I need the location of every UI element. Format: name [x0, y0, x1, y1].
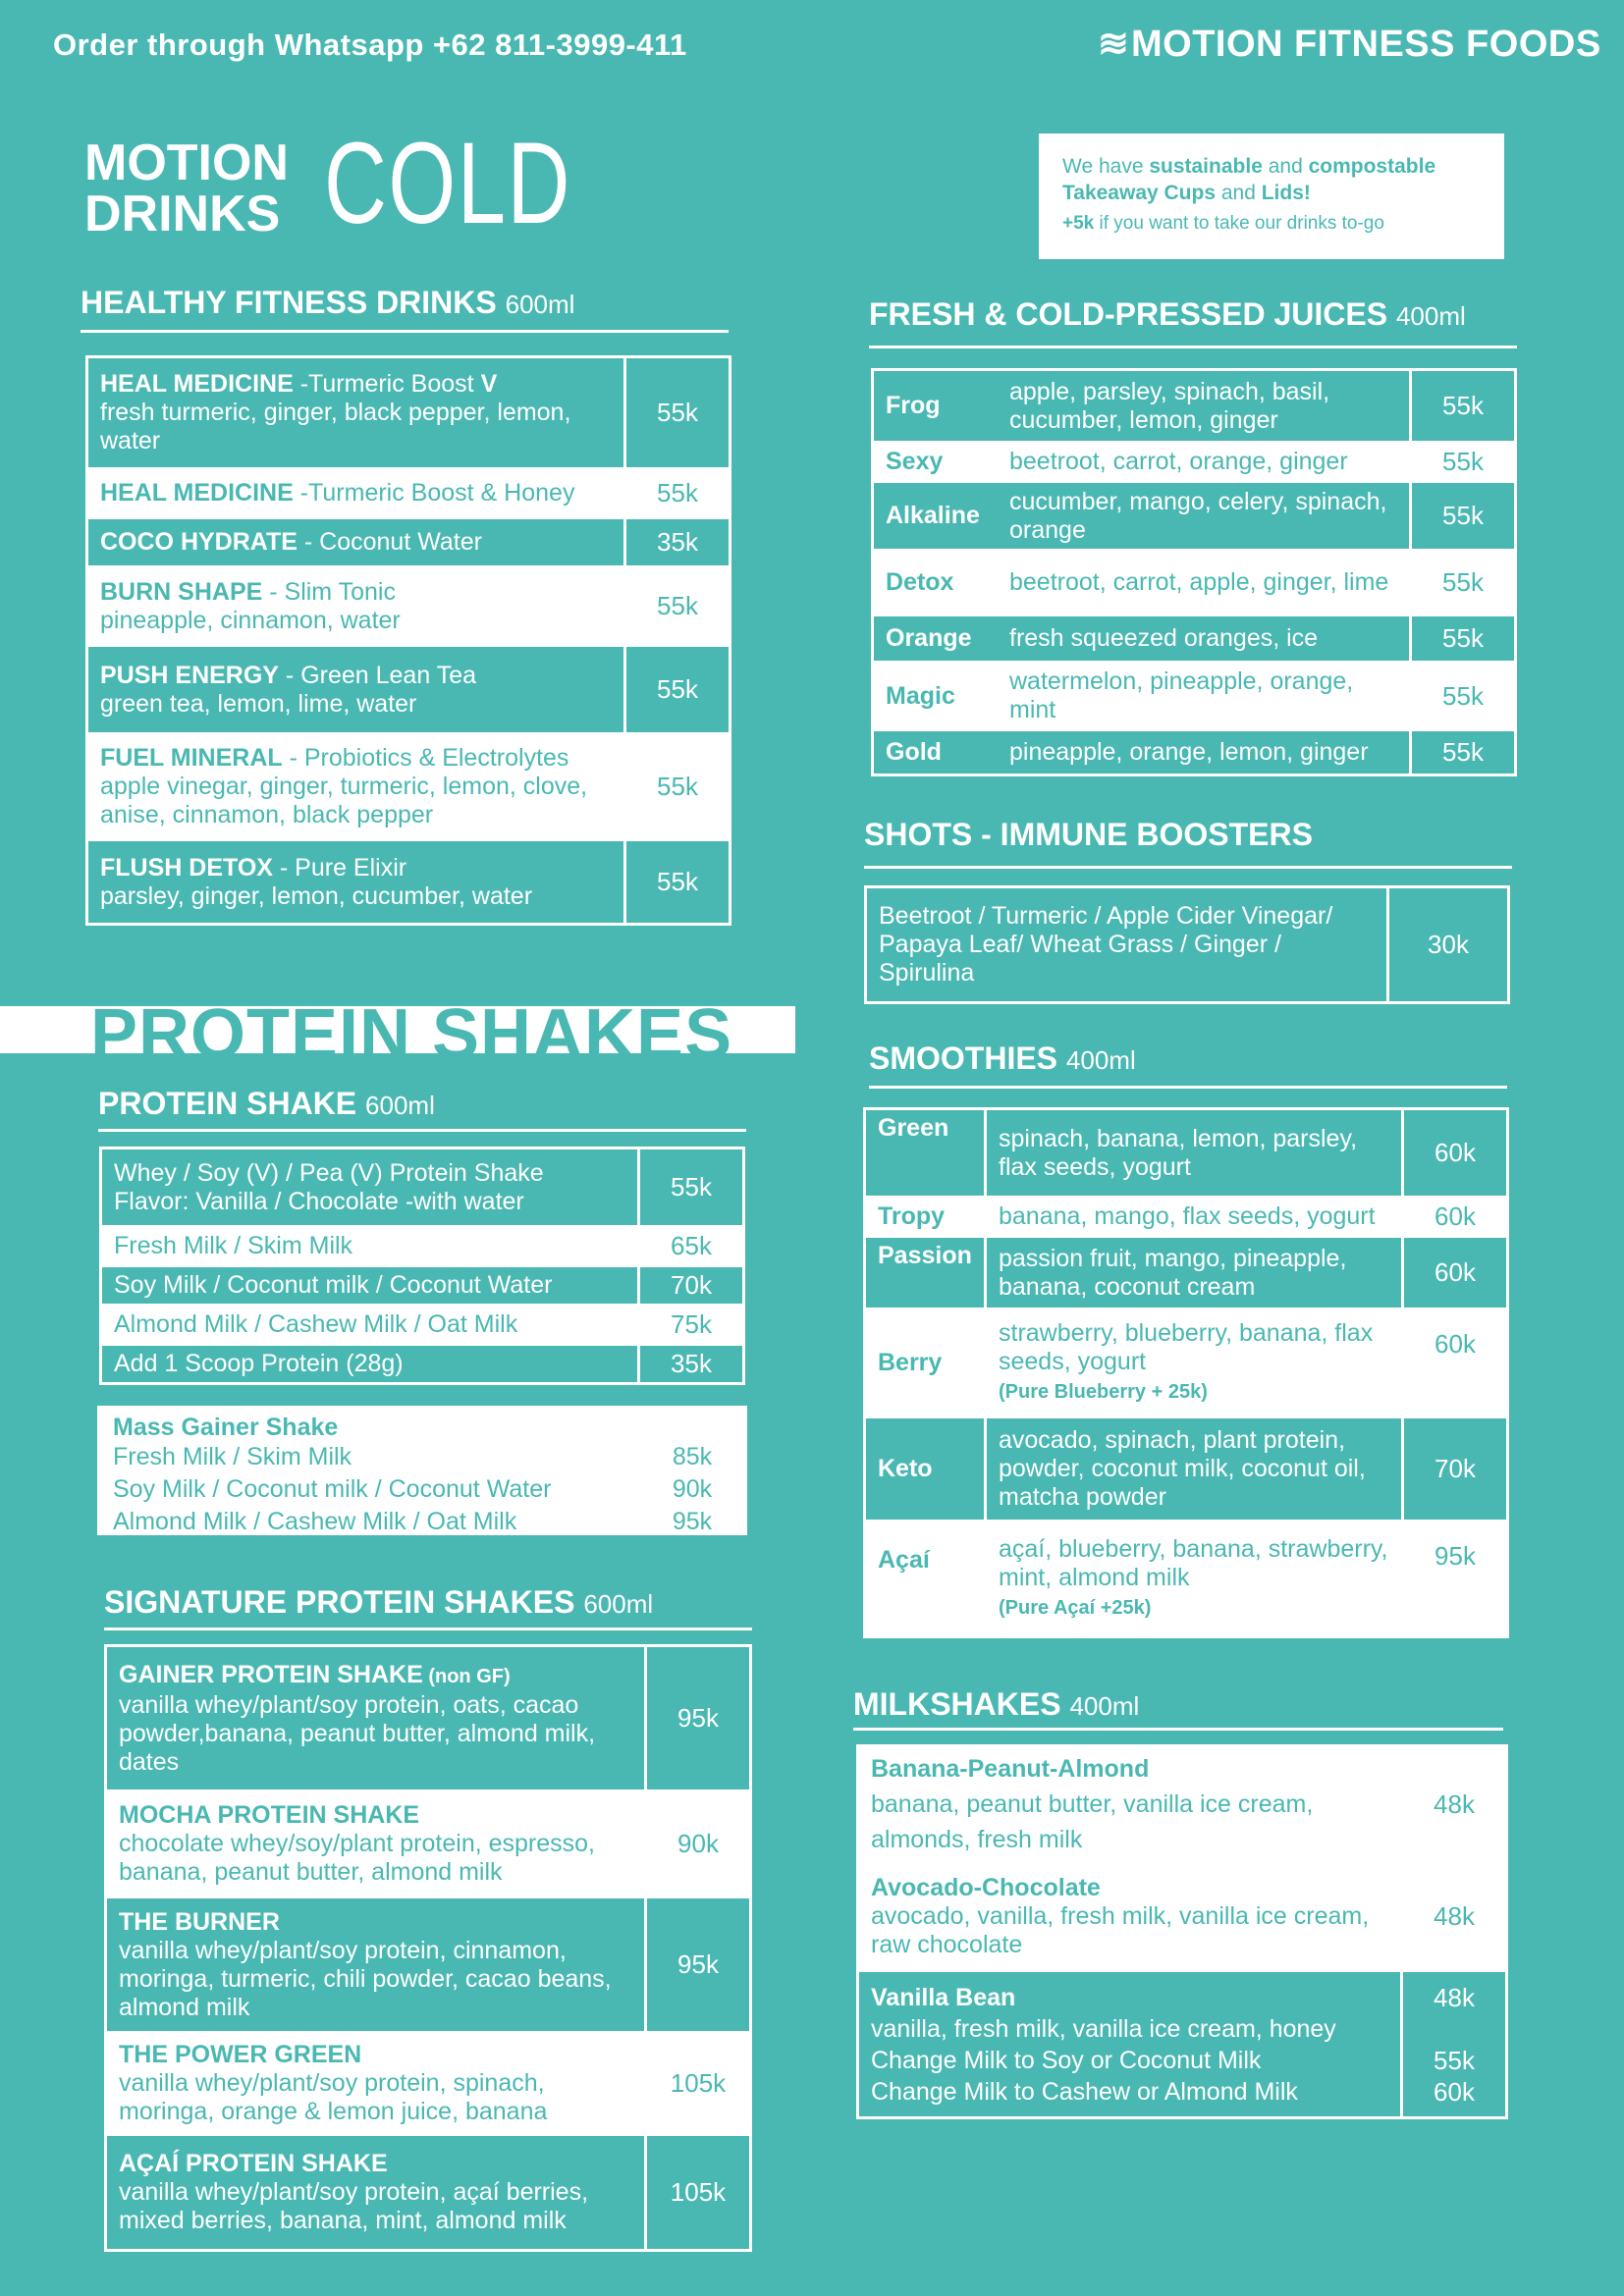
item-cell — [106, 2135, 646, 2251]
signature-price: 95k — [646, 1897, 751, 2033]
note-plus-rest: if you want to take our drinks to-go — [1094, 213, 1384, 234]
note-lids: Lids! — [1261, 182, 1311, 204]
table-row — [866, 887, 1509, 1003]
item-desc: green tea, lemon, lime, water — [100, 689, 417, 718]
shake-desc: Add 1 Scoop Protein (28g) — [101, 1345, 639, 1384]
item-name: HEAL MEDICINE — [100, 479, 294, 507]
item-cell — [858, 1746, 1402, 1863]
item-sub: - Slim Tonic — [262, 577, 396, 606]
shake-price: 70k — [639, 1266, 744, 1306]
signature-table — [104, 1644, 752, 2252]
smoothie-desc: açaí, blueberry, banana, strawberry, mint, almond milk — [999, 1535, 1388, 1591]
smoothie-name: Açaí — [865, 1522, 986, 1637]
healthy-size: 600ml — [505, 290, 575, 319]
table-row — [873, 663, 1516, 730]
juice-desc: apple, parsley, spinach, basil, cucumber, lemon, ginger — [998, 370, 1411, 443]
item-price: 55k — [625, 840, 731, 925]
logo-line2: DRINKS — [84, 186, 281, 242]
table-row — [106, 2135, 751, 2251]
table-row — [106, 2033, 751, 2135]
mass-gainer-box — [97, 1406, 747, 1535]
item-cell — [106, 1791, 646, 1897]
item-cell — [87, 518, 625, 567]
signature-price: 90k — [646, 1791, 751, 1897]
table-row — [865, 1522, 1508, 1637]
item-sub: - Coconut Water — [297, 528, 482, 556]
table-row — [873, 615, 1516, 663]
mass-gainer-title: Mass Gainer Shake — [113, 1414, 339, 1441]
signature-price: 105k — [646, 2135, 751, 2251]
signature-title-text: SIGNATURE PROTEIN SHAKES — [104, 1584, 575, 1620]
juice-price: 55k — [1411, 615, 1516, 663]
item-cell — [858, 1863, 1402, 1971]
table-row — [87, 469, 731, 518]
signature-size: 600ml — [583, 1589, 654, 1619]
smoothie-name: Green — [865, 1109, 986, 1198]
milkshake-desc: banana, peanut butter, vanilla ice cream, almonds, fresh milk — [871, 1790, 1314, 1853]
smoothie-desc-cell — [986, 1522, 1403, 1637]
signature-title — [104, 1584, 653, 1621]
healthy-title-text: HEALTHY FITNESS DRINKS — [81, 285, 497, 320]
item-sub: - Green Lean Tea — [278, 661, 477, 689]
item-name: PUSH ENERGY — [100, 661, 279, 689]
table-row — [865, 1237, 1508, 1309]
juices-size: 400ml — [1395, 301, 1466, 331]
protein-title-text: PROTEIN SHAKE — [98, 1086, 357, 1121]
juice-name: Frog — [873, 370, 999, 443]
logo-motion-drinks — [84, 134, 289, 242]
table-row — [87, 734, 731, 840]
smoothie-name: Tropy — [865, 1198, 986, 1237]
list-item — [113, 1441, 731, 1473]
smoothie-desc: banana, mango, flax seeds, yogurt — [986, 1198, 1403, 1237]
list-item — [113, 1473, 731, 1506]
table-row — [106, 1897, 751, 2033]
vegan-mark: V — [480, 370, 498, 398]
smoothies-title-text: SMOOTHIES — [869, 1041, 1058, 1076]
item-desc: parsley, ginger, lemon, cucumber, water — [100, 881, 533, 910]
table-row — [873, 730, 1516, 775]
gainer-price: 90k — [672, 1475, 713, 1503]
note-and2: and — [1216, 182, 1262, 204]
item-sub: -Turmeric Boost — [293, 370, 481, 398]
table-row — [106, 1791, 751, 1897]
juice-name: Detox — [873, 551, 999, 615]
juices-rule — [869, 346, 1517, 348]
item-cell — [87, 840, 625, 925]
signature-desc: vanilla whey/plant/soy protein, açaí berries, mixed berries, banana, mint, almond milk — [119, 2178, 589, 2234]
item-cell — [87, 469, 625, 518]
item-name: FUEL MINERAL — [100, 744, 283, 772]
brand-text: MOTION FITNESS FOODS — [1131, 24, 1601, 65]
milkshake-extra-desc: Change Milk to Cashew or Almond Milk — [871, 2077, 1298, 2106]
juice-price: 55k — [1411, 730, 1516, 775]
smoothie-price: 60k — [1403, 1309, 1508, 1417]
milkshakes-rule — [853, 1728, 1503, 1731]
milkshake-extra-price: 60k — [1434, 2076, 1475, 2107]
juice-desc: pineapple, orange, lemon, ginger — [998, 730, 1411, 775]
table-row — [858, 1863, 1507, 1971]
table-row — [873, 551, 1516, 615]
table-row — [106, 1646, 751, 1791]
protein-size: 600ml — [365, 1091, 435, 1120]
table-row — [87, 840, 731, 925]
smoothie-price: 60k — [1403, 1109, 1508, 1198]
juice-price: 55k — [1411, 663, 1516, 730]
juice-desc: beetroot, carrot, orange, ginger — [998, 443, 1411, 482]
table-row — [87, 646, 731, 734]
juice-name: Alkaline — [873, 482, 999, 551]
table-row — [101, 1266, 744, 1306]
note-sustainable: sustainable — [1149, 155, 1263, 178]
protein-shake-title — [98, 1086, 435, 1122]
smoothie-desc: spinach, banana, lemon, parsley, flax seeds, yogurt — [986, 1109, 1403, 1198]
juice-desc: fresh squeezed oranges, ice — [998, 615, 1411, 663]
milkshake-price-cell — [1402, 1971, 1507, 2118]
signature-desc: vanilla whey/plant/soy protein, oats, cacao powder,banana, peanut butter, almond milk, dates — [119, 1690, 596, 1776]
brand-name — [1098, 22, 1601, 66]
table-row — [87, 567, 731, 646]
juice-desc: cucumber, mango, celery, spinach, orange — [998, 482, 1411, 551]
gainer-price: 95k — [672, 1508, 713, 1535]
healthy-drinks-title — [81, 285, 574, 321]
juices-title-text: FRESH & COLD-PRESSED JUICES — [869, 296, 1388, 332]
shake-price: 55k — [639, 1148, 744, 1227]
whatsapp-order-text: Order through Whatsapp +62 811-3999-411 — [53, 27, 687, 62]
milkshake-price: 48k — [1402, 1863, 1507, 1971]
shake-desc: Whey / Soy (V) / Pea (V) Protein Shake Flavor: Vanilla / Chocolate -with water — [101, 1148, 639, 1227]
smoothie-desc: passion fruit, mango, pineapple, banana, coconut cream — [986, 1237, 1403, 1309]
item-desc: fresh turmeric, ginger, black pepper, lemon, water — [100, 399, 571, 454]
milkshakes-title-text: MILKSHAKES — [853, 1686, 1061, 1722]
table-row — [858, 1746, 1507, 1863]
milkshake-extra-desc: Change Milk to Soy or Coconut Milk — [871, 2046, 1262, 2074]
signature-desc: vanilla whey/plant/soy protein, spinach, moringa, orange & lemon juice, banana — [119, 2069, 548, 2125]
item-cell — [87, 357, 625, 469]
gainer-price: 85k — [672, 1443, 713, 1470]
juice-desc: watermelon, pineapple, orange, mint — [998, 663, 1411, 730]
protein-banner-title: PROTEIN SHAKES — [90, 995, 733, 1074]
signature-name: MOCHA PROTEIN SHAKE — [119, 1801, 420, 1829]
table-row — [87, 518, 731, 567]
note-compostable: compostable — [1308, 155, 1436, 178]
juices-title — [869, 296, 1466, 333]
shake-price: 35k — [639, 1345, 744, 1384]
juice-desc: beetroot, carrot, apple, ginger, lime — [998, 551, 1411, 615]
table-row — [858, 1971, 1507, 2118]
shake-price: 65k — [639, 1227, 744, 1266]
juice-price: 55k — [1411, 443, 1516, 482]
item-cell — [87, 567, 625, 646]
healthy-drinks-table — [85, 355, 731, 926]
smoothie-desc: strawberry, blueberry, banana, flax seeds, yogurt — [999, 1319, 1374, 1375]
milkshake-name: Avocado-Chocolate — [871, 1874, 1101, 1901]
item-cell — [858, 1971, 1402, 2118]
smoothie-price: 60k — [1403, 1198, 1508, 1237]
juice-price: 55k — [1411, 551, 1516, 615]
juice-price: 55k — [1411, 482, 1516, 551]
table-row — [865, 1109, 1508, 1198]
smoothie-price: 70k — [1403, 1417, 1508, 1522]
table-row — [865, 1417, 1508, 1522]
smoothie-desc-cell — [986, 1309, 1403, 1417]
gainer-desc: Fresh Milk / Skim Milk — [113, 1443, 352, 1470]
table-row — [865, 1198, 1508, 1237]
shots-desc: Beetroot / Turmeric / Apple Cider Vinegar/ Papaya Leaf/ Wheat Grass / Ginger / Spirulina — [866, 887, 1388, 1003]
smoothie-desc: avocado, spinach, plant protein, powder, coconut milk, coconut oil, matcha powder — [986, 1417, 1403, 1522]
shake-desc: Fresh Milk / Skim Milk — [101, 1227, 639, 1266]
shake-desc: Almond Milk / Cashew Milk / Oat Milk — [101, 1306, 639, 1345]
signature-name: THE POWER GREEN — [119, 2041, 362, 2068]
milkshake-price: 48k — [1434, 1982, 1475, 2012]
signature-name: AÇAÍ PROTEIN SHAKE — [119, 2150, 388, 2177]
table-row — [101, 1345, 744, 1384]
item-price: 55k — [625, 357, 731, 469]
shake-desc: Soy Milk / Coconut milk / Coconut Water — [101, 1266, 639, 1306]
item-name: BURN SHAPE — [100, 577, 263, 606]
milkshake-name: Banana-Peanut-Almond — [871, 1755, 1150, 1783]
gainer-desc: Soy Milk / Coconut milk / Coconut Water — [113, 1475, 552, 1503]
table-row — [873, 443, 1516, 482]
note-plus: +5k — [1062, 213, 1095, 234]
table-row — [865, 1309, 1508, 1417]
smoothies-title — [869, 1041, 1136, 1077]
note-cups: Takeaway Cups — [1062, 182, 1217, 204]
item-name: COCO HYDRATE — [100, 528, 298, 556]
item-desc: pineapple, cinnamon, water — [100, 606, 401, 634]
item-price: 55k — [625, 734, 731, 840]
protein-shake-table — [99, 1147, 745, 1385]
shots-table — [864, 885, 1510, 1004]
item-sub: -Turmeric Boost & Honey — [293, 479, 575, 507]
smoothies-table — [863, 1107, 1509, 1638]
shots-price: 30k — [1388, 887, 1509, 1003]
table-row — [87, 357, 731, 469]
protein-rule — [98, 1129, 746, 1132]
item-name: HEAL MEDICINE — [100, 370, 294, 398]
item-price: 55k — [625, 567, 731, 646]
milkshake-desc: avocado, vanilla, fresh milk, vanilla ice cream, raw chocolate — [871, 1902, 1370, 1958]
smoothie-price: 95k — [1403, 1522, 1508, 1637]
signature-rule — [104, 1628, 752, 1630]
juice-name: Sexy — [873, 443, 999, 482]
item-cell — [106, 1897, 646, 2033]
note-and: and — [1262, 155, 1309, 178]
shots-title: SHOTS - IMMUNE BOOSTERS — [864, 817, 1313, 852]
table-row — [873, 482, 1516, 551]
smoothie-name: Keto — [865, 1417, 986, 1522]
milkshake-extra-price: 55k — [1434, 2045, 1475, 2075]
signature-name: THE BURNER — [119, 1907, 280, 1936]
juice-name: Gold — [873, 730, 999, 775]
shots-rule — [864, 866, 1512, 869]
smoothies-size: 400ml — [1065, 1045, 1136, 1075]
milkshakes-table — [856, 1744, 1508, 2119]
sustainable-cups-note — [1039, 133, 1504, 259]
healthy-rule — [81, 330, 729, 333]
milkshake-desc: vanilla, fresh milk, vanilla ice cream, honey — [871, 2014, 1336, 2043]
item-cell — [87, 646, 625, 734]
item-sub: - Probiotics & Electrolytes — [282, 744, 569, 772]
signature-desc: vanilla whey/plant/soy protein, cinnamon, moringa, turmeric, chili powder, cacao beans, almond milk — [119, 1936, 612, 2021]
milkshakes-size: 400ml — [1069, 1691, 1140, 1721]
item-price: 35k — [625, 518, 731, 567]
item-price: 55k — [625, 646, 731, 734]
signature-tag: (non GF) — [422, 1665, 511, 1687]
table-row — [101, 1306, 744, 1345]
item-sub: - Pure Elixir — [272, 853, 407, 881]
signature-desc: chocolate whey/soy/plant protein, espresso, banana, peanut butter, almond milk — [119, 1830, 595, 1886]
shake-price: 75k — [639, 1306, 744, 1345]
note-prefix: We have — [1062, 155, 1150, 178]
smoothies-rule — [869, 1086, 1507, 1089]
juice-price: 55k — [1411, 370, 1516, 443]
milkshake-price: 48k — [1402, 1746, 1507, 1863]
item-desc: apple vinegar, ginger, turmeric, lemon, clove, anise, cinnamon, black pepper — [100, 773, 588, 828]
item-cell — [87, 734, 625, 840]
brand-wave-icon: ≋ — [1098, 24, 1130, 65]
smoothie-note: (Pure Blueberry + 25k) — [999, 1381, 1208, 1403]
item-name: FLUSH DETOX — [100, 853, 273, 881]
signature-name: GAINER PROTEIN SHAKE — [119, 1660, 423, 1688]
smoothie-name: Passion — [865, 1237, 986, 1309]
item-cell — [106, 1646, 646, 1791]
juice-name: Magic — [873, 663, 999, 730]
logo-line1: MOTION — [84, 134, 289, 191]
gainer-desc: Almond Milk / Cashew Milk / Oat Milk — [113, 1508, 517, 1535]
table-row — [101, 1227, 744, 1266]
logo-cold: COLD — [324, 119, 571, 248]
smoothie-name: Berry — [865, 1309, 986, 1417]
juices-table — [871, 368, 1517, 776]
list-item — [113, 1506, 731, 1538]
table-row — [873, 370, 1516, 443]
item-price: 55k — [625, 469, 731, 518]
milkshake-name: Vanilla Bean — [871, 1983, 1016, 2011]
signature-price: 95k — [646, 1646, 751, 1791]
smoothie-note: (Pure Açaí +25k) — [999, 1597, 1152, 1619]
signature-price: 105k — [646, 2033, 751, 2135]
milkshakes-title — [853, 1686, 1139, 1723]
item-cell — [106, 2033, 646, 2135]
smoothie-price: 60k — [1403, 1237, 1508, 1309]
juice-name: Orange — [873, 615, 999, 663]
table-row — [101, 1148, 744, 1227]
